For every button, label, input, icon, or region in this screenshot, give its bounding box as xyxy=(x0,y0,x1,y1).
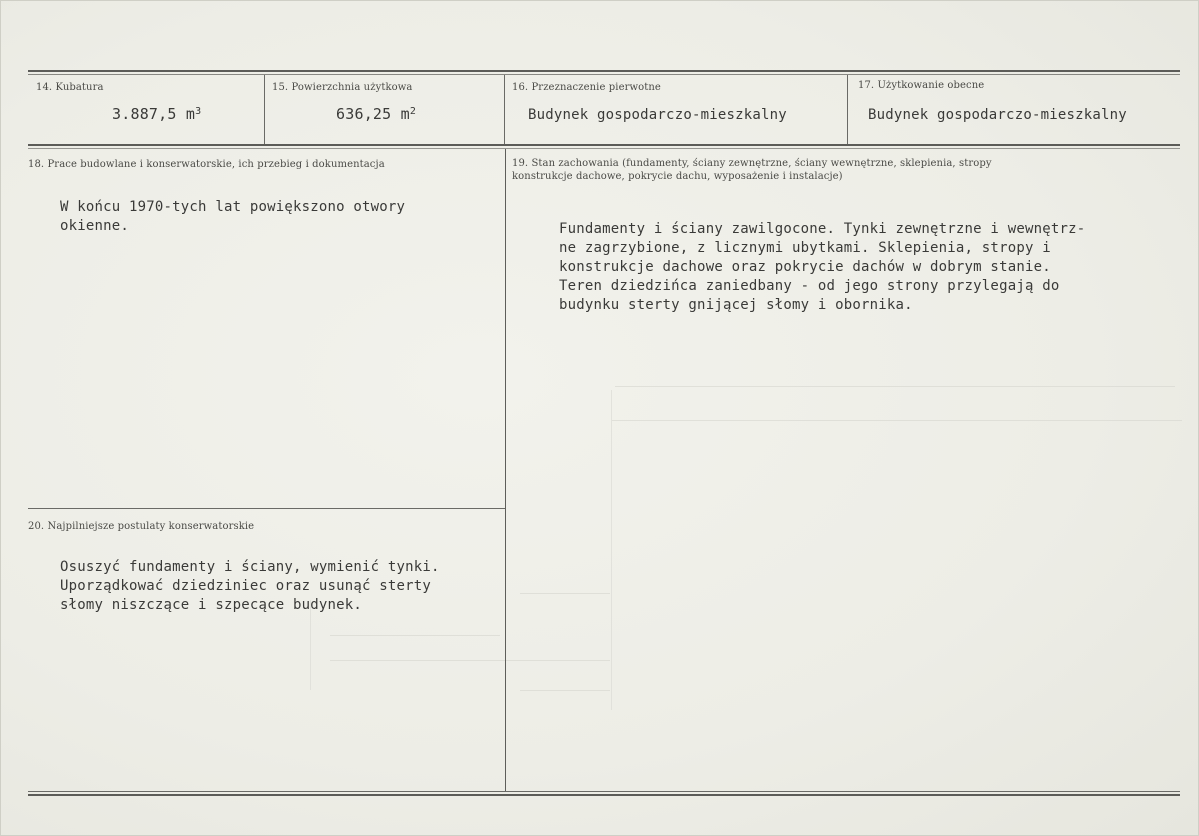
row1-bottom-rule xyxy=(28,144,1180,146)
top-rule xyxy=(28,70,1180,72)
show-through-line xyxy=(330,660,610,661)
kubatura-value: 3.887,5 m xyxy=(112,105,196,123)
field-19-label: 19. Stan zachowania (fundamenty, ściany zewnętrzne, ściany wewnętrzne, sklepienia, stropy konstrukcje dachowe, pokrycie dachu, wyposażenie i instalacje) xyxy=(512,158,992,182)
field-18-text: W końcu 1970-tych lat powiększono otwory okienne. xyxy=(60,199,406,234)
powierzchnia-value: 636,25 m xyxy=(336,105,410,123)
field-18-label: 18. Prace budowlane i konserwatorskie, ich przebieg i dokumentacja xyxy=(28,159,385,170)
bottom-rule xyxy=(28,791,1180,792)
field-14-value xyxy=(112,105,201,124)
field-16-value: Budynek gospodarczo-mieszkalny xyxy=(528,107,787,123)
show-through-line xyxy=(520,593,610,594)
powierzchnia-unit-exponent: 2 xyxy=(409,106,417,117)
field-15-label: 15. Powierzchnia użytkowa xyxy=(272,82,413,93)
field-20-label: 20. Najpilniejsze postulaty konserwatorskie xyxy=(28,521,255,532)
field-17-value: Budynek gospodarczo-mieszkalny xyxy=(868,107,1127,123)
field-14-label: 14. Kubatura xyxy=(36,82,104,93)
field-20-text: Osuszyć fundamenty i ściany, wymienić tynki. Uporządkować dziedziniec oraz usunąć sterty słomy niszczące i szpecące budynek. xyxy=(60,559,440,613)
divider-16-17 xyxy=(847,75,848,144)
divider-14-15 xyxy=(264,75,265,144)
show-through-line xyxy=(615,386,1175,387)
field-19-text: Fundamenty i ściany zawilgocone. Tynki zewnętrzne i wewnętrz- ne zagrzybione, z licznymi ubytkami. Sklepienia, stropy i konstrukcje dachowe oraz pokrycie dachów w dobrym stanie. Teren dziedzińca zaniedbany - od jego strony przylegają do budynku sterty gnijącej słomy i obornika. xyxy=(559,221,1086,313)
field-15-value xyxy=(336,105,416,124)
divider-15-16 xyxy=(504,75,505,144)
show-through-line xyxy=(612,420,1182,421)
row1-bottom-rule-thin xyxy=(28,148,1180,149)
field-17-label: 17. Użytkowanie obecne xyxy=(858,80,985,91)
show-through-line xyxy=(330,635,500,636)
field-16-label: 16. Przeznaczenie pierwotne xyxy=(512,82,661,93)
top-rule-thin xyxy=(28,74,1180,75)
kubatura-unit-exponent: 3 xyxy=(195,106,202,117)
rule-18-20 xyxy=(28,508,505,509)
bottom-rule-thick xyxy=(28,794,1180,796)
divider-lower-main xyxy=(505,149,506,791)
show-through-line xyxy=(520,690,610,691)
show-through-line xyxy=(611,390,612,710)
